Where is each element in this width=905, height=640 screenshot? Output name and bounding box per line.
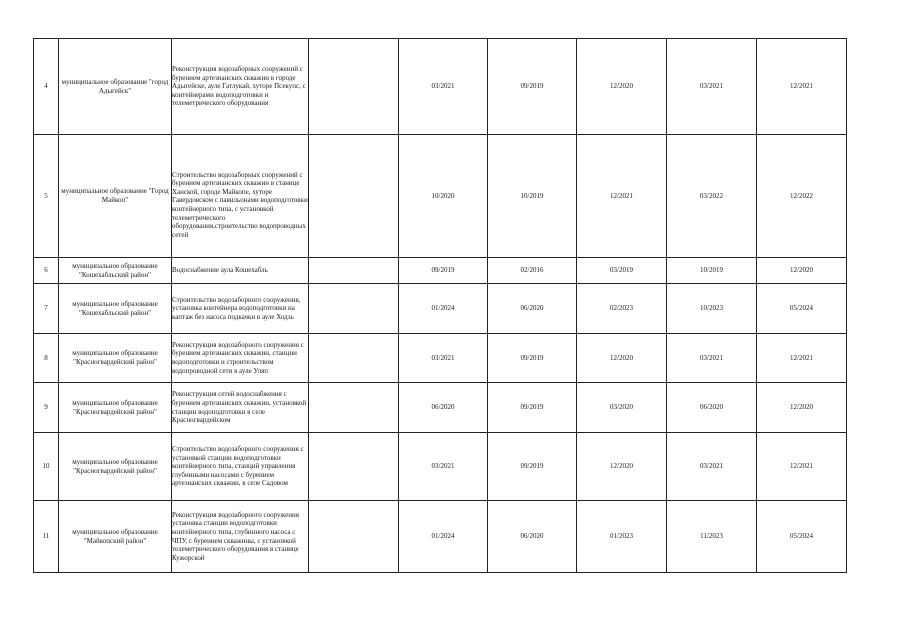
municipality-cell: муниципальное образование "город Адыгейск" [59, 39, 172, 135]
date-cell-3: 12/2020 [577, 334, 667, 383]
row-number: 11 [34, 501, 59, 573]
date-cell-3: 03/2020 [577, 383, 667, 433]
date-cell-5: 12/2021 [757, 334, 847, 383]
date-cell-5: 12/2020 [757, 258, 847, 284]
municipality-cell: муниципальное образование "Красногвардейский район" [59, 433, 172, 501]
table-row [34, 501, 847, 573]
row-number: 4 [34, 39, 59, 135]
date-cell-4: 03/2021 [667, 39, 757, 135]
date-cell-4: 03/2022 [667, 135, 757, 258]
date-cell-3: 03/2019 [577, 258, 667, 284]
row-number: 10 [34, 433, 59, 501]
municipality-cell: муниципальное образование "Красногвардейский район" [59, 334, 172, 383]
date-cell-5: 05/2024 [757, 284, 847, 334]
table-row [34, 433, 847, 501]
row-number: 5 [34, 135, 59, 258]
description-cell: Реконструкция водозаборных сооружений с бурением артезианских скважин в городе Адыгейске, ауле Гатлукай, хуторе Псекупс, с контейнерами водоподготовки и телеметрического оборудования [172, 39, 309, 135]
description-cell: Водоснабжение аула Кошехабль [172, 258, 309, 284]
municipality-cell: муниципальное образование "Красногвардейский район" [59, 383, 172, 433]
table-row [34, 284, 847, 334]
description-cell: Строительство водозаборного сооружения, установка контейнера водоподготовки на каптаж без насоса подкачки в ауле Ходзь [172, 284, 309, 334]
date-cell-2: 10/2019 [488, 135, 577, 258]
empty-cell [309, 39, 399, 135]
empty-cell [309, 433, 399, 501]
empty-cell [309, 383, 399, 433]
row-number: 7 [34, 284, 59, 334]
date-cell-1: 06/2020 [399, 383, 488, 433]
date-cell-2: 02/2016 [488, 258, 577, 284]
empty-cell [309, 501, 399, 573]
schedule-table [33, 38, 847, 573]
table-row [34, 383, 847, 433]
date-cell-3: 02/2023 [577, 284, 667, 334]
date-cell-2: 09/2019 [488, 39, 577, 135]
date-cell-3: 12/2021 [577, 135, 667, 258]
description-cell: Реконструкция водозаборного сооружения установка станции водоподготовки контейнерного типа, глубинного насоса с ЧПУ, с бурением скважины, с установкой телеметрического оборудования в станице Кужорской [172, 501, 309, 573]
empty-cell [309, 284, 399, 334]
date-cell-5: 05/2024 [757, 501, 847, 573]
description-cell: Реконструкция сетей водоснабжения с бурением артезианских скважин, установкой станции водоподготовки в селе Красногвардейском [172, 383, 309, 433]
empty-cell [309, 334, 399, 383]
date-cell-1: 03/2021 [399, 39, 488, 135]
date-cell-1: 09/2019 [399, 258, 488, 284]
date-cell-1: 03/2021 [399, 334, 488, 383]
date-cell-5: 12/2022 [757, 135, 847, 258]
description-cell: Строительство водозаборных сооружений с бурением артезианских скважин в станице Ханской, городе Майкопе, хуторе Гавердовском с павильонами водоподготовки контейнерного типа, с установкой телеметрического оборудования,строительство водопроводных сетей [172, 135, 309, 258]
date-cell-4: 03/2021 [667, 334, 757, 383]
row-number: 6 [34, 258, 59, 284]
date-cell-1: 01/2024 [399, 501, 488, 573]
date-cell-3: 12/2020 [577, 39, 667, 135]
empty-cell [309, 258, 399, 284]
description-cell: Реконструкция водозаборного сооружения с бурением артезианских скважин, станции водоподготовки и строительством водопроводной сети в ауле Уляп [172, 334, 309, 383]
date-cell-1: 01/2024 [399, 284, 488, 334]
date-cell-3: 01/2023 [577, 501, 667, 573]
row-number: 9 [34, 383, 59, 433]
date-cell-3: 12/2020 [577, 433, 667, 501]
row-number: 8 [34, 334, 59, 383]
municipality-cell: муниципальное образование "Кошехабльский район" [59, 258, 172, 284]
table-body [34, 39, 847, 573]
date-cell-2: 06/2020 [488, 501, 577, 573]
date-cell-1: 10/2020 [399, 135, 488, 258]
date-cell-4: 10/2023 [667, 284, 757, 334]
table-row [34, 258, 847, 284]
date-cell-4: 10/2019 [667, 258, 757, 284]
date-cell-2: 09/2019 [488, 433, 577, 501]
municipality-cell: муниципальное образование "Майкопский район" [59, 501, 172, 573]
date-cell-2: 09/2019 [488, 334, 577, 383]
date-cell-4: 06/2020 [667, 383, 757, 433]
date-cell-5: 12/2021 [757, 39, 847, 135]
date-cell-5: 12/2021 [757, 433, 847, 501]
description-cell: Строительство водозаборного сооружения с установкой станции водоподготовки контейнерного типа, станций управления глубинными насосами с бурением артезианских скважин, в селе Садовом [172, 433, 309, 501]
date-cell-1: 03/2021 [399, 433, 488, 501]
empty-cell [309, 135, 399, 258]
table-row [34, 135, 847, 258]
date-cell-4: 03/2021 [667, 433, 757, 501]
date-cell-2: 06/2020 [488, 284, 577, 334]
table-row [34, 39, 847, 135]
date-cell-4: 11/2023 [667, 501, 757, 573]
date-cell-2: 09/2019 [488, 383, 577, 433]
date-cell-5: 12/2020 [757, 383, 847, 433]
table-row [34, 334, 847, 383]
municipality-cell: муниципальное образование "Город Майкоп" [59, 135, 172, 258]
municipality-cell: муниципальное образование "Кошехабльский район" [59, 284, 172, 334]
